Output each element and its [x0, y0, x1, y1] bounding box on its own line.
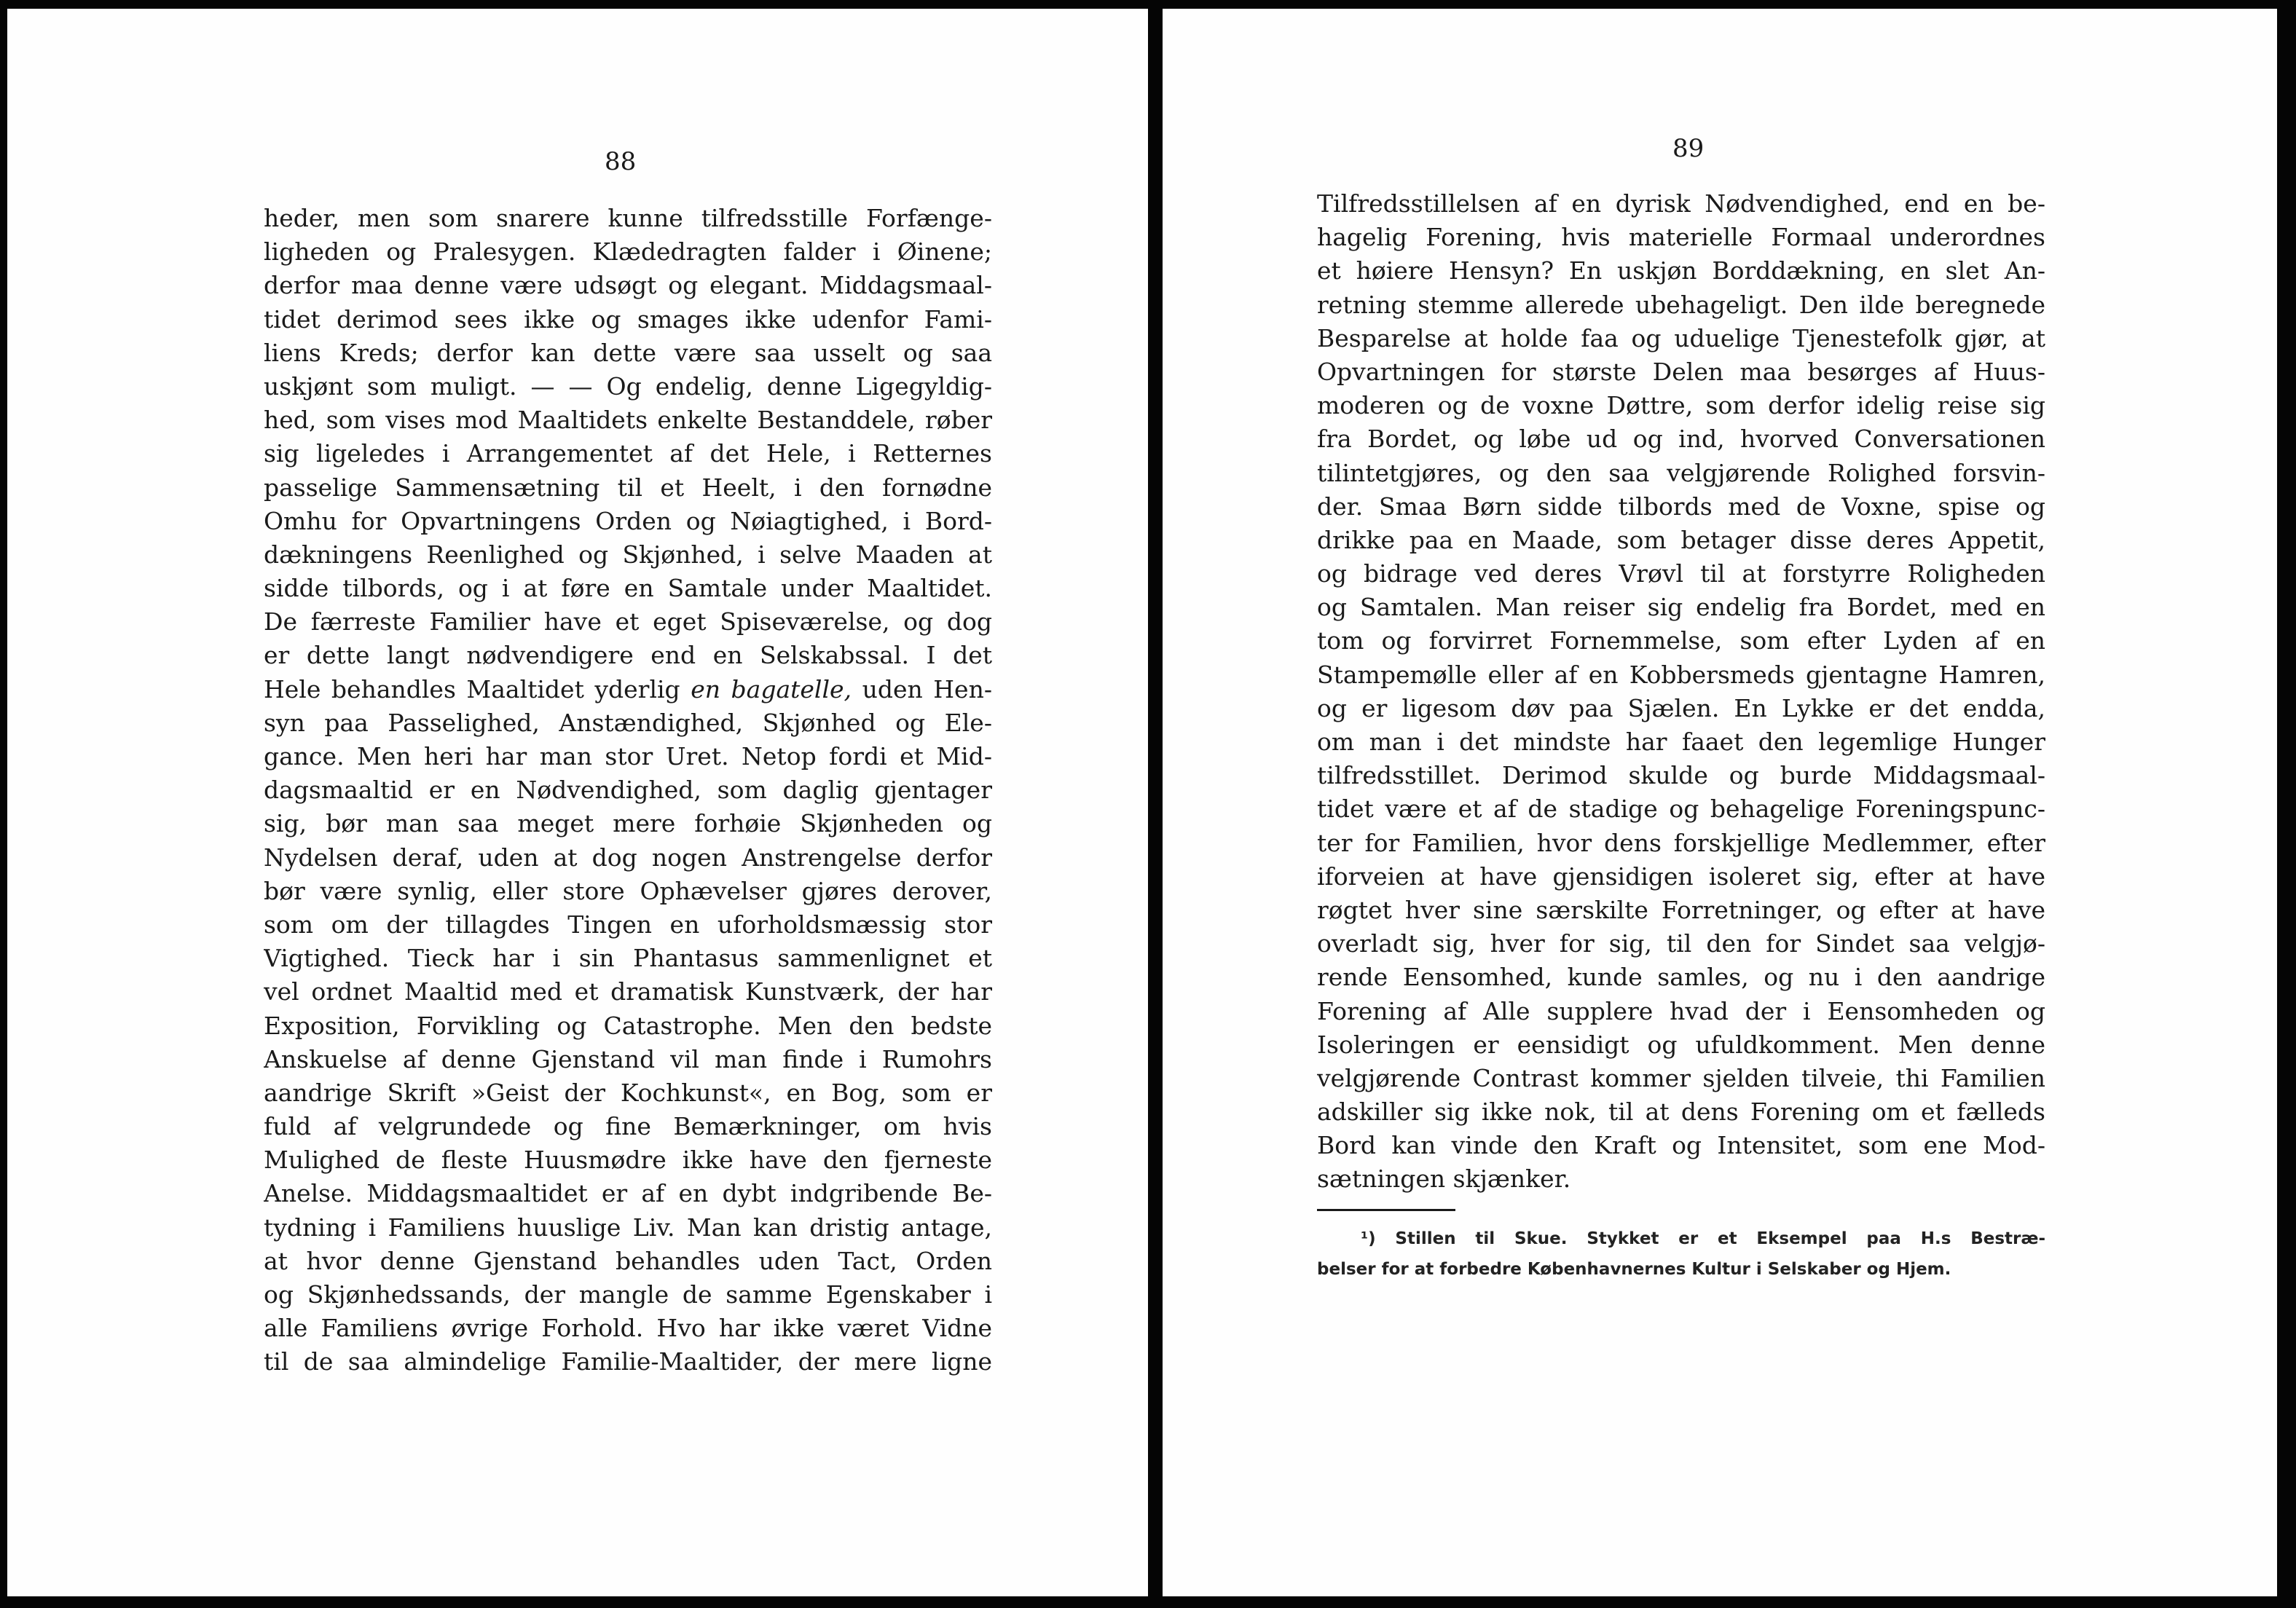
- text-line: der. Smaa Børn sidde tilbords med de Voxne, spise og: [1317, 492, 2045, 521]
- text-line: overladt sig, hver for sig, til den for Sindet saa velgjø-: [1317, 929, 2045, 958]
- text-line: liens Kreds; derfor kan dette være saa usselt og saa: [264, 338, 992, 367]
- text-line: hagelig Forening, hvis materielle Formaal underordnes: [1317, 223, 2045, 252]
- text-line: drikke paa en Maade, som betager disse deres Appetit,: [1317, 525, 2045, 554]
- body-text: [1317, 187, 2045, 1197]
- text-line: heder, men som snarere kunne tilfredsstille Forfænge-: [264, 204, 992, 232]
- text-line: Anelse. Middagsmaaltidet er af en dybt indgribende Be-: [264, 1179, 992, 1208]
- left-page: [7, 9, 1148, 1596]
- text-line: Omhu for Opvartningens Orden og Nøiagtighed, i Bord-: [264, 506, 992, 535]
- text-line: dækningens Reenlighed og Skjønhed, i selve Maaden at: [264, 540, 992, 569]
- text-line: Mulighed de fleste Huusmødre ikke have den fjerneste: [264, 1146, 992, 1175]
- text-line-italic: [264, 673, 992, 706]
- text-line: tilintetgjøres, og den saa velgjørende Rolighed forsvin-: [1317, 458, 2045, 487]
- text-segment: uden Hen-: [852, 674, 992, 704]
- text-line: Nydelsen deraf, uden at dog nogen Anstrengelse derfor: [264, 843, 992, 872]
- text-line: sidde tilbords, og i at føre en Samtale under Maaltidet.: [264, 574, 992, 603]
- text-line: Isoleringen er eensidigt og ufuldkomment. Men denne: [1317, 1030, 2045, 1059]
- text-line: og Samtalen. Man reiser sig endelig fra Bordet, med en: [1317, 593, 2045, 622]
- text-line: dagsmaaltid er en Nødvendighed, som daglig gjentager: [264, 776, 992, 805]
- text-line: adskiller sig ikke nok, til at dens Forening om et fælleds: [1317, 1097, 2045, 1127]
- text-line: Opvartningen for største Delen maa besørges af Huus-: [1317, 357, 2045, 386]
- footnote-divider: [1317, 1209, 1455, 1211]
- text-line: tidet være et af de stadige og behagelige Foreningspunc-: [1317, 795, 2045, 824]
- text-line: og Skjønhedssands, der mangle de samme Egenskaber i: [264, 1280, 992, 1309]
- text-line: tilfredsstillet. Derimod skulde og burde Middagsmaal-: [1317, 761, 2045, 790]
- text-line: retning stemme allerede ubehageligt. Den ilde beregnede: [1317, 290, 2045, 319]
- body-text: [264, 202, 992, 1379]
- text-line: Vigtighed. Tieck har i sin Phantasus sammenlignet et: [264, 944, 992, 973]
- text-line: uskjønt som muligt. — — Og endelig, denne Ligegyldig-: [264, 371, 992, 401]
- text-line: aandrige Skrift »Geist der Kochkunst«, en Bog, som er: [264, 1078, 992, 1107]
- text-line: iforveien at have gjensidigen isoleret sig, efter at have: [1317, 862, 2045, 891]
- text-line: røgtet hver sine særskilte Forretninger, og efter at have: [1317, 895, 2045, 924]
- text-line: tydning i Familiens huuslige Liv. Man kan dristig antage,: [264, 1213, 992, 1242]
- right-page: [1163, 9, 2277, 1596]
- text-line: passelige Sammensætning til et Heelt, i den fornødne: [264, 473, 992, 502]
- footnote: [1317, 1223, 2045, 1285]
- footnote-line: ¹) Stillen til Skue. Stykket er et Eksempel paa H.s Bestræ-: [1361, 1229, 2045, 1248]
- text-line: om man i det mindste har faaet den legemlige Hunger: [1317, 728, 2045, 756]
- text-segment: Hele behandles Maaltidet yderlig: [264, 674, 680, 704]
- text-line: Tilfredsstillelsen af en dyrisk Nødvendighed, end en be-: [1317, 189, 2045, 218]
- text-line: derfor maa denne være udsøgt og elegant. Middagsmaal-: [264, 271, 992, 300]
- text-line: alle Familiens øvrige Forhold. Hvo har ikke været Vidne: [264, 1314, 992, 1343]
- text-line: syn paa Passelighed, Anstændighed, Skjønhed og Ele-: [264, 708, 992, 737]
- text-line: fuld af velgrundede og fine Bemærkninger, om hvis: [264, 1112, 992, 1141]
- text-line: sig, bør man saa meget mere forhøie Skjønheden og: [264, 809, 992, 838]
- text-line: ter for Familien, hvor dens forskjellige Medlemmer, efter: [1317, 828, 2045, 857]
- footnote-line: belser for at forbedre Københavnernes Kultur i Selskaber og Hjem.: [1317, 1260, 1951, 1279]
- text-line: Anskuelse af denne Gjenstand vil man finde i Rumohrs: [264, 1044, 992, 1073]
- text-line: bør være synlig, eller store Ophævelser gjøres derover,: [264, 876, 992, 905]
- text-line: De færreste Familier have et eget Spiseværelse, og dog: [264, 607, 992, 636]
- text-line: og bidrage ved deres Vrøvl til at forstyrre Roligheden: [1317, 559, 2045, 588]
- text-line: vel ordnet Maaltid med et dramatisk Kunstværk, der har: [264, 977, 992, 1006]
- text-line: fra Bordet, og løbe ud og ind, hvorved Conversationen: [1317, 425, 2045, 454]
- text-line: til de saa almindelige Familie-Maaltider, der mere ligne: [264, 1347, 992, 1376]
- text-line: Exposition, Forvikling og Catastrophe. Men den bedste: [264, 1011, 992, 1040]
- text-line: at hvor denne Gjenstand behandles uden Tact, Orden: [264, 1246, 992, 1275]
- page-number: 88: [605, 147, 637, 176]
- text-line: moderen og de voxne Døttre, som derfor idelig reise sig: [1317, 391, 2045, 420]
- text-line: ligheden og Pralesygen. Klædedragten falder i Øinene;: [264, 237, 992, 267]
- text-line: Besparelse at holde faa og uduelige Tjenestefolk gjør, at: [1317, 323, 2045, 352]
- text-line: velgjørende Contrast kommer sjelden tilveie, thi Familien: [1317, 1063, 2045, 1092]
- text-line: Stampemølle eller af en Kobbersmeds gjentagne Hamren,: [1317, 660, 2045, 689]
- text-line: og er ligesom døv paa Sjælen. En Lykke er det endda,: [1317, 693, 2045, 722]
- text-line: rende Eensomhed, kunde samles, og nu i den aandrige: [1317, 963, 2045, 992]
- text-line: er dette langt nødvendigere end en Selskabssal. I det: [264, 641, 992, 670]
- text-line: tidet derimod sees ikke og smages ikke udenfor Fami-: [264, 304, 992, 334]
- italic-phrase: en bagatelle,: [691, 674, 852, 704]
- text-line: sig ligeledes i Arrangementet af det Hele, i Retternes: [264, 439, 992, 468]
- text-line: Bord kan vinde den Kraft og Intensitet, som ene Mod-: [1317, 1131, 2045, 1160]
- text-line: som om der tillagdes Tingen en uforholdsmæssig stor: [264, 910, 992, 939]
- text-line: sætningen skjænker.: [1317, 1164, 1571, 1194]
- text-line: tom og forvirret Fornemmelse, som efter Lyden af en: [1317, 626, 2045, 655]
- text-line: Forening af Alle supplere hvad der i Eensomheden og: [1317, 996, 2045, 1025]
- page-number: 89: [1672, 134, 1705, 163]
- text-line: et høiere Hensyn? En uskjøn Borddækning, en slet An-: [1317, 256, 2045, 285]
- text-line: gance. Men heri har man stor Uret. Netop fordi et Mid-: [264, 742, 992, 770]
- text-line: hed, som vises mod Maaltidets enkelte Bestanddele, røber: [264, 406, 992, 435]
